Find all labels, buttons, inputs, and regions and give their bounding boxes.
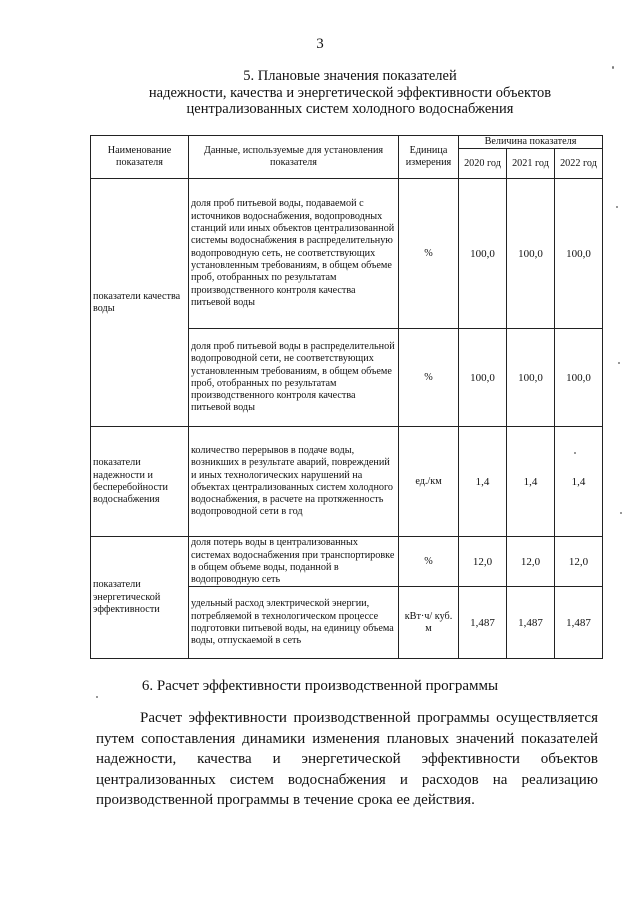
section-6-title: 6. Расчет эффективности производственной программы — [141, 678, 499, 694]
page-number: 3 — [316, 36, 324, 52]
indicator-unit: % — [399, 329, 459, 427]
value-2021: 100,0 — [507, 329, 555, 427]
section-5-title-line: 5. Плановые значения показателей — [243, 68, 457, 84]
indicator-description: доля проб питьевой воды в распределительной водопроводной сети, не соответствующих установленным требованиям, в общем объеме проб, отобранных по результатам производственного контроля качества питьевой воды — [189, 329, 399, 427]
scan-speck — [612, 66, 614, 69]
value-2022: 100,0 — [555, 329, 603, 427]
value-2022: 100,0 — [555, 179, 603, 329]
header-data-used: Данные, используемые для установления показателя — [189, 136, 399, 179]
scan-speck — [574, 452, 576, 454]
indicators-table — [90, 135, 603, 659]
value-2021: 12,0 — [507, 537, 555, 587]
value-2020: 12,0 — [459, 537, 507, 587]
table-row — [91, 427, 603, 537]
value-2020: 100,0 — [459, 329, 507, 427]
section-5-title-line: централизованных систем холодного водоснабжения — [186, 101, 514, 117]
table-row — [91, 537, 603, 587]
indicator-unit: кВт·ч/ куб. м — [399, 587, 459, 659]
scan-speck — [618, 362, 620, 364]
indicator-description: доля потерь воды в централизованных системах водоснабжения при транспортировке в общем объеме воды, поданной в водопроводную сеть — [189, 537, 399, 587]
value-2022: 12,0 — [555, 537, 603, 587]
value-2021: 1,487 — [507, 587, 555, 659]
value-2022: 1,487 — [555, 587, 603, 659]
header-year-2021: 2021 год — [507, 149, 555, 179]
header-value-group: Величина показателя — [459, 136, 603, 149]
indicator-group-name: показатели энергетической эффективности — [91, 537, 189, 659]
header-unit: Единица измерения — [399, 136, 459, 179]
indicator-unit: ед./км — [399, 427, 459, 537]
section-6-paragraph: Расчет эффективности производственной программы осуществляется путем сопоставления динамики изменения плановых значений показателей надежности, качества и энергетической эффективности объектов централизованных систем водоснабжения и расходов на реализацию производственной программы в течение срока ее действия. — [96, 710, 598, 808]
table-row — [91, 179, 603, 329]
value-2020: 100,0 — [459, 179, 507, 329]
indicator-unit: % — [399, 537, 459, 587]
section-5-title-line: надежности, качества и энергетической эффективности объектов — [148, 84, 552, 101]
indicator-description: количество перерывов в подаче воды, возникших в результате аварий, повреждений и иных технологических нарушений на объектах централизованных систем холодного водоснабжения, в расчете на протяженность водопроводной сети в год — [189, 427, 399, 537]
indicator-group-name: показатели качества воды — [91, 179, 189, 427]
scan-speck — [620, 512, 622, 514]
value-2021: 1,4 — [507, 427, 555, 537]
value-2020: 1,487 — [459, 587, 507, 659]
header-year-2022: 2022 год — [555, 149, 603, 179]
header-year-2020: 2020 год — [459, 149, 507, 179]
header-indicator-name: Наименование показателя — [91, 136, 189, 179]
value-2020: 1,4 — [459, 427, 507, 537]
value-2022: 1,4 — [555, 427, 603, 537]
indicator-description: удельный расход электрической энергии, потребляемой в технологическом процессе подготовки питьевой воды, на единицу объема воды, отпускаемой в сеть — [189, 587, 399, 659]
scan-speck — [96, 696, 98, 698]
indicator-group-name: показатели надежности и бесперебойности водоснабжения — [91, 427, 189, 537]
section-5-title — [90, 68, 610, 118]
indicator-unit: % — [399, 179, 459, 329]
scan-speck — [616, 206, 618, 208]
indicator-description: доля проб питьевой воды, подаваемой с источников водоснабжения, водопроводных станций или иных объектов централизованной системы водоснабжения в распределительную водопроводную сеть, не соответствующих установленным требованиям, в общем объеме проб, отобранных по результатам производственного контроля качества питьевой воды — [189, 179, 399, 329]
value-2021: 100,0 — [507, 179, 555, 329]
